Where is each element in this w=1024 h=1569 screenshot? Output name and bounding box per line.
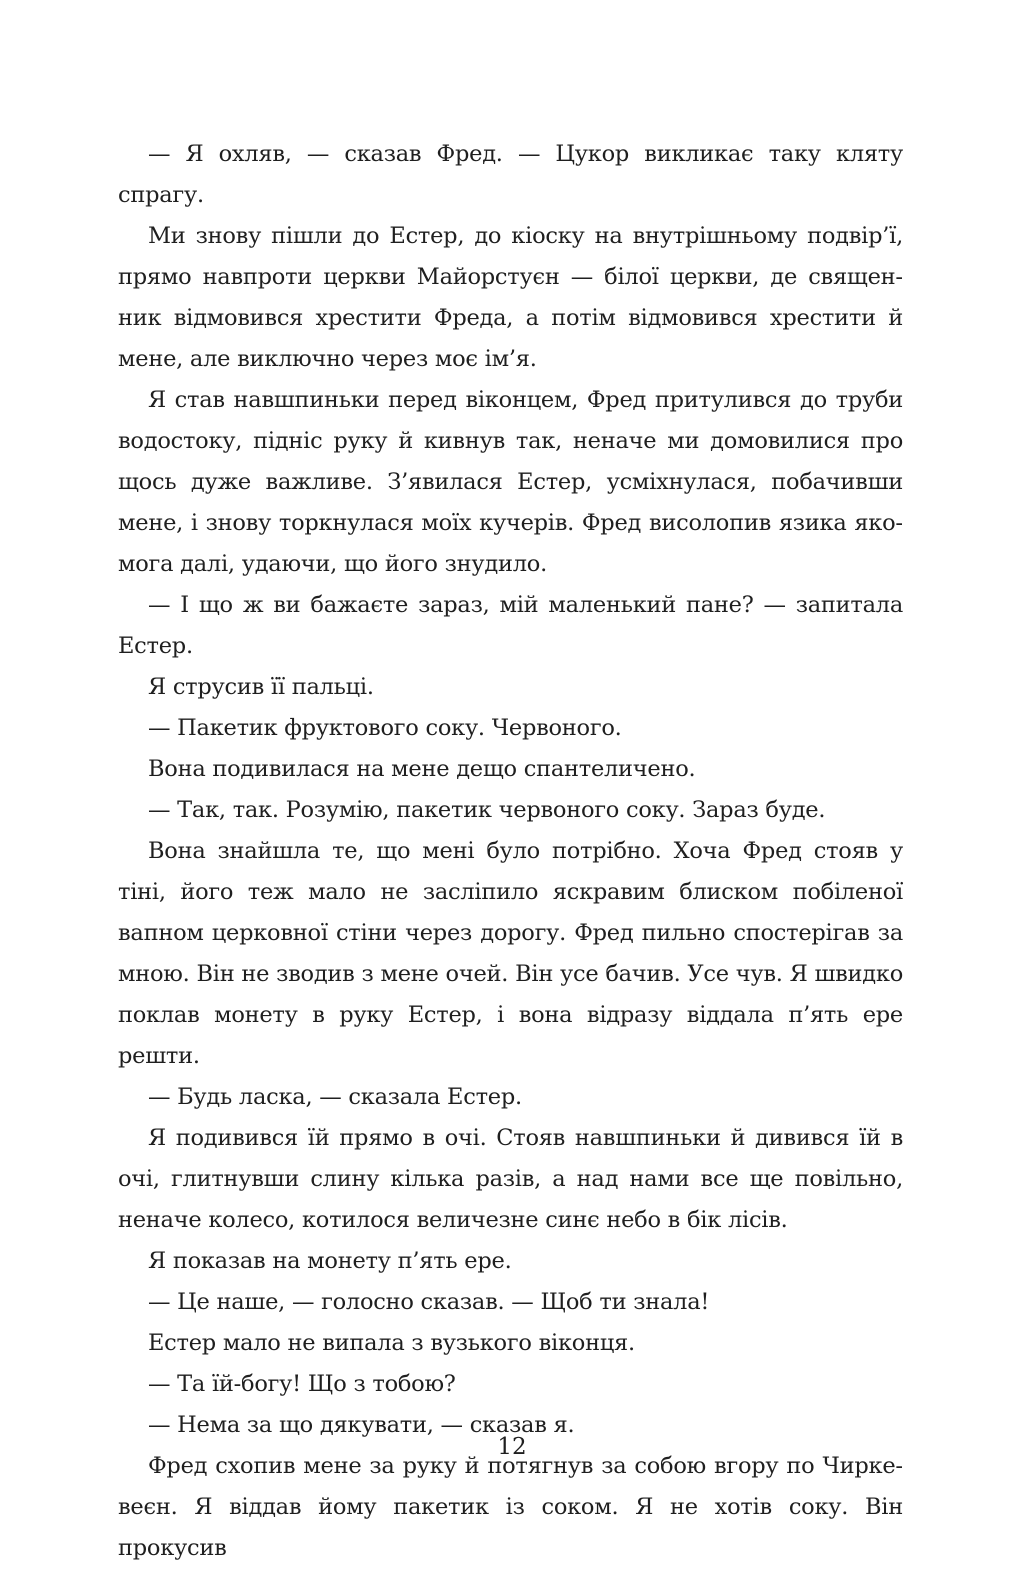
- paragraph: — Я охляв, — сказав Фред. — Цукор викликає таку кляту спрагу.: [118, 141, 903, 208]
- paragraph: Я показав на монету п’ять ере.: [148, 1248, 512, 1274]
- paragraph: — Будь ласка, — сказала Естер.: [148, 1084, 522, 1110]
- body-text: [118, 134, 903, 1569]
- paragraph: Естер мало не випала з вузького віконця.: [148, 1330, 635, 1356]
- paragraph: Фред схопив мене за руку й потягнув за собою вгору по Чиркевеєн. Я віддав йому пакетик із соком. Я не хотів соку. Він прокусив: [118, 1453, 903, 1561]
- paragraph: — Та їй-богу! Що з тобою?: [148, 1371, 456, 1397]
- paragraph: — Це наше, — голосно сказав. — Щоб ти знала!: [148, 1289, 710, 1315]
- paragraph: — Пакетик фруктового соку. Червоного.: [148, 715, 622, 741]
- paragraph: Вона знайшла те, що мені було потрібно. Хоча Фред стояв у тіні, його теж мало не засліпило яскравим блиском побіленої вапном церковної стіни через дорогу. Фред пильно спостерігав за мною. Він не зводив з мене очей. Він усе бачив. Усе чув. Я швидко поклав монету в руку Естер, і вона відразу віддала п’ять ере решти.: [118, 838, 903, 1069]
- paragraph: — Так, так. Розумію, пакетик червоного соку. Зараз буде.: [148, 797, 826, 823]
- paragraph: Я подивився їй прямо в очі. Стояв навшпиньки й дивився їй в очі, глитнувши слину кілька разів, а над нами все ще повільно, неначе колесо, котилося величезне синє небо в бік лісів.: [118, 1125, 903, 1233]
- paragraph: Вона подивилася на мене дещо спантеличено.: [148, 756, 696, 782]
- paragraph: — Нема за що дякувати, — сказав я.: [148, 1412, 575, 1438]
- paragraph: — І що ж ви бажаєте зараз, мій маленький пане? — запитала Естер.: [118, 592, 903, 659]
- paragraph: Я струсив її пальці.: [148, 674, 374, 700]
- paragraph: Я став навшпиньки перед віконцем, Фред притулився до труби водостоку, підніс руку й кивнув так, неначе ми домовилися про щось дуже важливе. З’явилася Естер, усміхнулася, побачивши мене, і знову торкнулася моїх кучерів. Фред висолопив язика якомога далі, удаючи, що його знудило.: [118, 387, 903, 577]
- page-number: 12: [497, 1434, 527, 1460]
- paragraph: Ми знову пішли до Естер, до кіоску на внутрішньому подвір’ї, прямо навпроти церкви Майорстуєн — білої церкви, де священник відмовився хрестити Фреда, а потім відмовився хрестити й мене, але виключно через моє ім’я.: [118, 223, 903, 372]
